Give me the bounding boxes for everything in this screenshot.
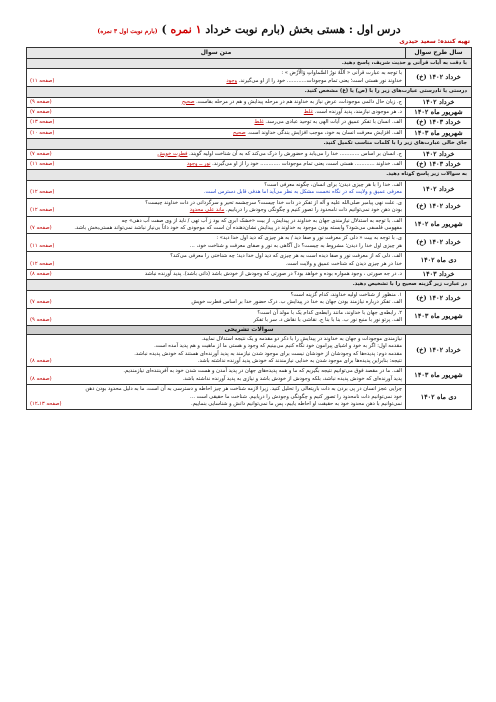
line-text: الف. انسان با تفکر عمیق در آیات الهی به توحید عبادی می‌رسد. [263,119,402,126]
instruction-text: با دقت به آیات قرآنی و حدیث شریف، پاسخ دهید. [27,59,472,69]
question-line [30,243,402,250]
question-row [27,198,472,216]
exam-date: خرداد ۱۴۰۳ (خ) [406,160,472,170]
question-text [27,180,406,198]
question-text [27,118,406,128]
question-text [27,160,406,170]
page-title [26,22,472,37]
question-text [27,149,406,159]
line-text: خداوند نور هستی است؛ یعنی تمام موجودات............ خود را از او می‌گیرند. [237,77,402,84]
question-row [27,234,472,252]
question-line [30,109,402,116]
question-row [27,108,472,118]
exam-date: دی ماه ۱۴۰۲ [406,252,472,270]
question-header: متن سوال [27,48,406,59]
line-text: نتیجه: بنابراین پدیده‌ها برای موجود شدن به خدایی نیازمندند که خودش پدید آورنده نداشته باشد. [197,358,402,364]
question-row [27,149,472,159]
question-line [30,235,402,242]
page-ref: (صفحه ۱۲) [30,207,55,214]
question-line [30,358,402,365]
question-row [27,97,472,107]
title-text: درس اول : هستی بخش (بارم نوبت خرداد [205,23,401,36]
question-row [27,269,472,279]
exam-date: خرداد ۱۴۰۲ (خ) [406,234,472,252]
exam-date: شهریور ماه ۱۴۰۳ [406,367,472,385]
line-text: الف. ما در مقصد فوق می‌توانیم نتیجه بگیریم که ما و همه پدیده‌های جهان در پدید آمدن و هست شدن خود به آفریننده‌ای نیازمندیم. [123,368,402,375]
page-ref: (صفحه ۹) [30,316,52,323]
year-header: سال طرح سوال [406,48,472,59]
page-ref: (صفحه ۸) [30,270,52,277]
question-line [30,119,402,126]
question-line [30,368,402,375]
question-text [27,385,406,410]
question-row [27,180,472,198]
question-row [27,385,472,410]
question-text [27,69,406,87]
line-text: چرایی عجز انسان در پی بردن به ذات باریتعالی را تحلیل کنید. زیرا لازمه شناخت هر چیز احاطه و دسترسی به آن است، ما به دلیل محدود بودن ذهن [85,386,402,393]
line-text: مقدمه اول: اگر به خود و اشیای پیرامون خود نگاه کنیم می‌بینیم که وجود و هستی ما از ماهیت و هم پدید آمده است. [154,343,402,350]
line-text: نمی‌توانیم با ذهن محدود خود به حقیقت او احاطه یابیم، پس ما نمی‌توانیم دانش و شناسایی بنماییم. [190,401,402,408]
questions-table [26,47,472,410]
line-text: بودن ذهن خود نمی‌توانیم ذات نامحدود را تصور کنیم و چگونگی وجودش را دریابیم. [224,207,402,214]
instruction-text: به سوالات زیر پاسخ کوتاه دهید. [27,170,472,180]
answer-text: ماند علی محدود [189,207,225,214]
instruction-text: جای خالی عبارت‌های زیر را با کلمات مناسب تکمیل کنید. [27,139,472,149]
line-text: ج. زیان حال دائمی موجودات، عرض نیاز به خداوند هم در مرحله پیدایش و هم در مرحله بقاست. [194,98,402,105]
page-ref: (صفحه ۱۳ـ۱۲) [30,401,62,408]
exam-date: خرداد ۱۴۰۲ [406,97,472,107]
question-text [27,334,406,367]
question-text [27,128,406,138]
question-row [27,252,472,270]
instruction-row [27,170,472,180]
answer-text: نور ــ وجود [186,161,211,168]
exam-date: شهریور ماه ۱۴۰۳ [406,308,472,326]
question-text [27,308,406,326]
line-text: پدید آورنده‌ای که خودش پدیده نباشد، بلکه وجودش از خودش باشد و نیازی به پدید آورنده نداشته باشد. [182,375,402,382]
question-line [30,299,402,306]
question-text [27,290,406,308]
answer-text: غلط [303,109,314,116]
question-text [27,367,406,385]
question-line [30,207,402,214]
exam-date: خرداد ۱۴۰۳ (خ) [406,118,472,128]
question-row [27,334,472,367]
question-text [27,198,406,216]
instruction-text: در عبارت زیر گزینه صحیح را با تشخیص دهید. [27,280,472,290]
question-line [30,343,402,350]
question-line [30,151,402,158]
line-text: ی. با توجه به بیت « دلی کز معرفت نور و صفا دید / به هر چیزی که دید اول خدا دید» : [216,235,402,242]
section-row [27,326,472,334]
title-sub: (بارم نوبت اول ۳ نمره) [97,28,158,35]
line-text: هر چیزی اول خدا را دیدن؛ مشروط به چیست؟ دل آگاهی به نور و صفای معرفت و شناخت خود، ... [189,242,402,249]
question-line [30,78,402,85]
line-text: ج. انسان بر اساس ............ خدا را می‌یابد و حضورش را درک می‌کند که به آن شناخت اولیه گویند. [187,150,402,157]
answer-text: فطرت خویش [157,150,188,157]
exam-date: شهریور ماه ۱۴۰۳ [406,128,472,138]
question-line [30,401,402,408]
exam-date: خرداد ۱۴۰۲ (خ) [406,290,472,308]
instruction-row [27,280,472,290]
line-text: ۲. رابطه‌ی جهان با خداوند، مانند رابطه‌ی کدام یک با مولد آن است؟ [257,309,402,316]
question-text [27,234,406,252]
line-text: معرفی عمیق و ولایت که در نگاه نخست مشکل به نظر می‌آید اما هدفی قابل دسترس است. [203,189,402,196]
question-row [27,128,472,138]
question-text [27,97,406,107]
line-text: الف. دلی که از معرفت نور و صفا دیده است به هر چیزی که دید اول خدا دید؛ چه شناختی را معرفی می‌کند؟ [170,253,402,260]
question-line [30,317,402,324]
line-text: د. هر موجودی نیازمند، پدید آورنده است. [313,109,402,116]
question-line [30,99,402,106]
question-line [30,161,402,168]
line-text: با توجه به عبارت قرآنی « اَللّهُ نورُ السَّماواتِ وَالْاَرْض » : [281,70,402,77]
exam-page [26,22,472,410]
page-ref: (صفحه ۱۱) [30,242,55,249]
exam-date: شهریور ماه ۱۴۰۲ [406,108,472,118]
line-text: مفهومی فلسفی می‌شود؟ وابسته بودن موجود به خداوند در پیدایش نشان‌دهنده آن است که موجودی که خود ذاتاً بی‌نیاز نباشد نمی‌تواند هستی‌بخش باشد. [74,224,402,231]
question-text [27,269,406,279]
page-ref: (صفحه ۱۲) [30,189,55,196]
exam-date: خرداد ۱۴۰۲ (خ) [406,69,472,87]
question-text [27,108,406,118]
instruction-text: درستی یا نادرستی عبارت‌های زیر را با (ص) یا (غ) مشخص کنید. [27,87,472,97]
question-line [30,200,402,207]
page-ref: (صفحه ۷) [30,224,52,231]
question-line [30,225,402,232]
section-title: سوالات تشریحی [27,326,472,334]
line-text: الف. تفکر درباره نیازمند بودن جهان به خدا در پیدایش ب. درک حضور خدا بر اساس فطرت خویش [191,299,402,306]
page-ref: (صفحه ۷) [30,299,52,306]
question-line [30,376,402,383]
question-row [27,290,472,308]
exam-date: خرداد ۱۴۰۲ [406,149,472,159]
exam-date: شهریور ماه ۱۴۰۲ [406,216,472,234]
page-ref: (صفحه ۱۱) [30,161,55,168]
line-text: الف. خدا را با هر چیزی دیدن؛ برای انسان، چگونه معرفی است؟ [264,181,402,188]
question-line [30,310,402,317]
question-row [27,118,472,128]
line-text: الف. پرتو نور با منبع نور ب. بنا با بنا ج. نقاشی با نقاش د. سر با تفکر [253,316,402,323]
exam-date: خرداد ۱۴۰۲ (خ) [406,334,472,367]
question-line [30,189,402,196]
line-text: خدا در هر چیزی دیدن که شناخت عمیق و ولایت است. [285,260,402,267]
line-text: د. در جه صورتی ، وجود همواره بوده و خواهد بود؟ در صورتی که وجودش از خودش باشد (ذاتی باشد). پدید آورنده نباشد [144,270,402,277]
answer-text: صحیح [181,98,195,105]
author-line: تهیه کننده: سعید حیدری [399,38,470,45]
answer-text: غلط [254,119,264,126]
question-line [30,271,402,278]
page-ref: (صفحه ۱۳) [30,119,55,126]
page-ref: (صفحه ۷) [30,150,52,157]
question-row [27,69,472,87]
page-ref: (صفحه ۸) [30,358,52,364]
question-row [27,216,472,234]
question-line [30,261,402,268]
question-line [30,70,402,77]
line-text: الف. خداوند ............ هستی است، یعنی تمام موجودات ............ خود را از او می‌گیرند. [210,161,402,168]
instruction-row [27,139,472,149]
answer-text: وجود [226,77,238,84]
question-row [27,367,472,385]
page-ref: (صفحه ۸) [30,375,52,382]
exam-date: خرداد ۱۴۰۲ [406,180,472,198]
question-line [30,253,402,260]
question-line [30,394,402,401]
instruction-row [27,87,472,97]
exam-date: خرداد ۱۴۰۲ (خ) [406,198,472,216]
page-ref: (صفحه ۱۰) [30,129,55,136]
title-score: ۱ نمره [170,23,202,36]
page-ref: (صفحه ۷) [30,109,52,116]
line-text: مقدمه دوم: پدیده‌ها که وجودشان از خودشان نیست برای موجود شدن نیازمند به پدید آورنده‌ای هستند که خودش پدیده نباشد. [134,350,402,357]
question-text [27,252,406,270]
question-line [30,130,402,137]
question-line [30,386,402,393]
question-text [27,216,406,234]
question-line [30,351,402,358]
line-text: ۱. منظور از شناخت اولیه خداوند، کدام گزینه است؟ [290,291,402,298]
instruction-row [27,59,472,69]
line-text: خود نمی‌توانیم ذات نامحدود را تصور کنیم و چگونگی وجودش را دریابیم. شناخت ما حقیقی است ... [190,393,402,400]
question-row [27,160,472,170]
line-text: الف. افزایش معرفت انسان به خود، موجب افزایش بندگی خداوند است. [245,129,402,136]
exam-date: خرداد ۱۴۰۳ [406,269,472,279]
line-text: الف. با توجه به استدلال نیازمندی جهان به خداوند در پیدایش، از بیت «خشک ابری که بود ز آب تهی / ناید از وی صفت آب دهی» چه [121,217,402,224]
question-line [30,218,402,225]
line-text: نیازمندی موجودات و جهان به خداوند در پیدایش را با ذکر دو مقدمه و یک نتیجه استدلال نمایید. [201,335,402,342]
title-close: ) [161,23,167,36]
answer-text: صحیح [233,129,246,136]
page-ref: (صفحه ۱۲) [30,260,55,267]
exam-date: دی ماه ۱۴۰۲ [406,385,472,410]
question-row [27,308,472,326]
page-ref: (صفحه ۱۱) [30,77,55,84]
page-ref: (صفحه ۹) [30,98,52,105]
line-text: ی. علت نهی پیامبر صلی‌الله علیه و آله از تفکر در ذات خدا چیست؟ سرچشمه تحیر و سرگردانی در ذات خداوند چیست؟ [145,199,402,206]
